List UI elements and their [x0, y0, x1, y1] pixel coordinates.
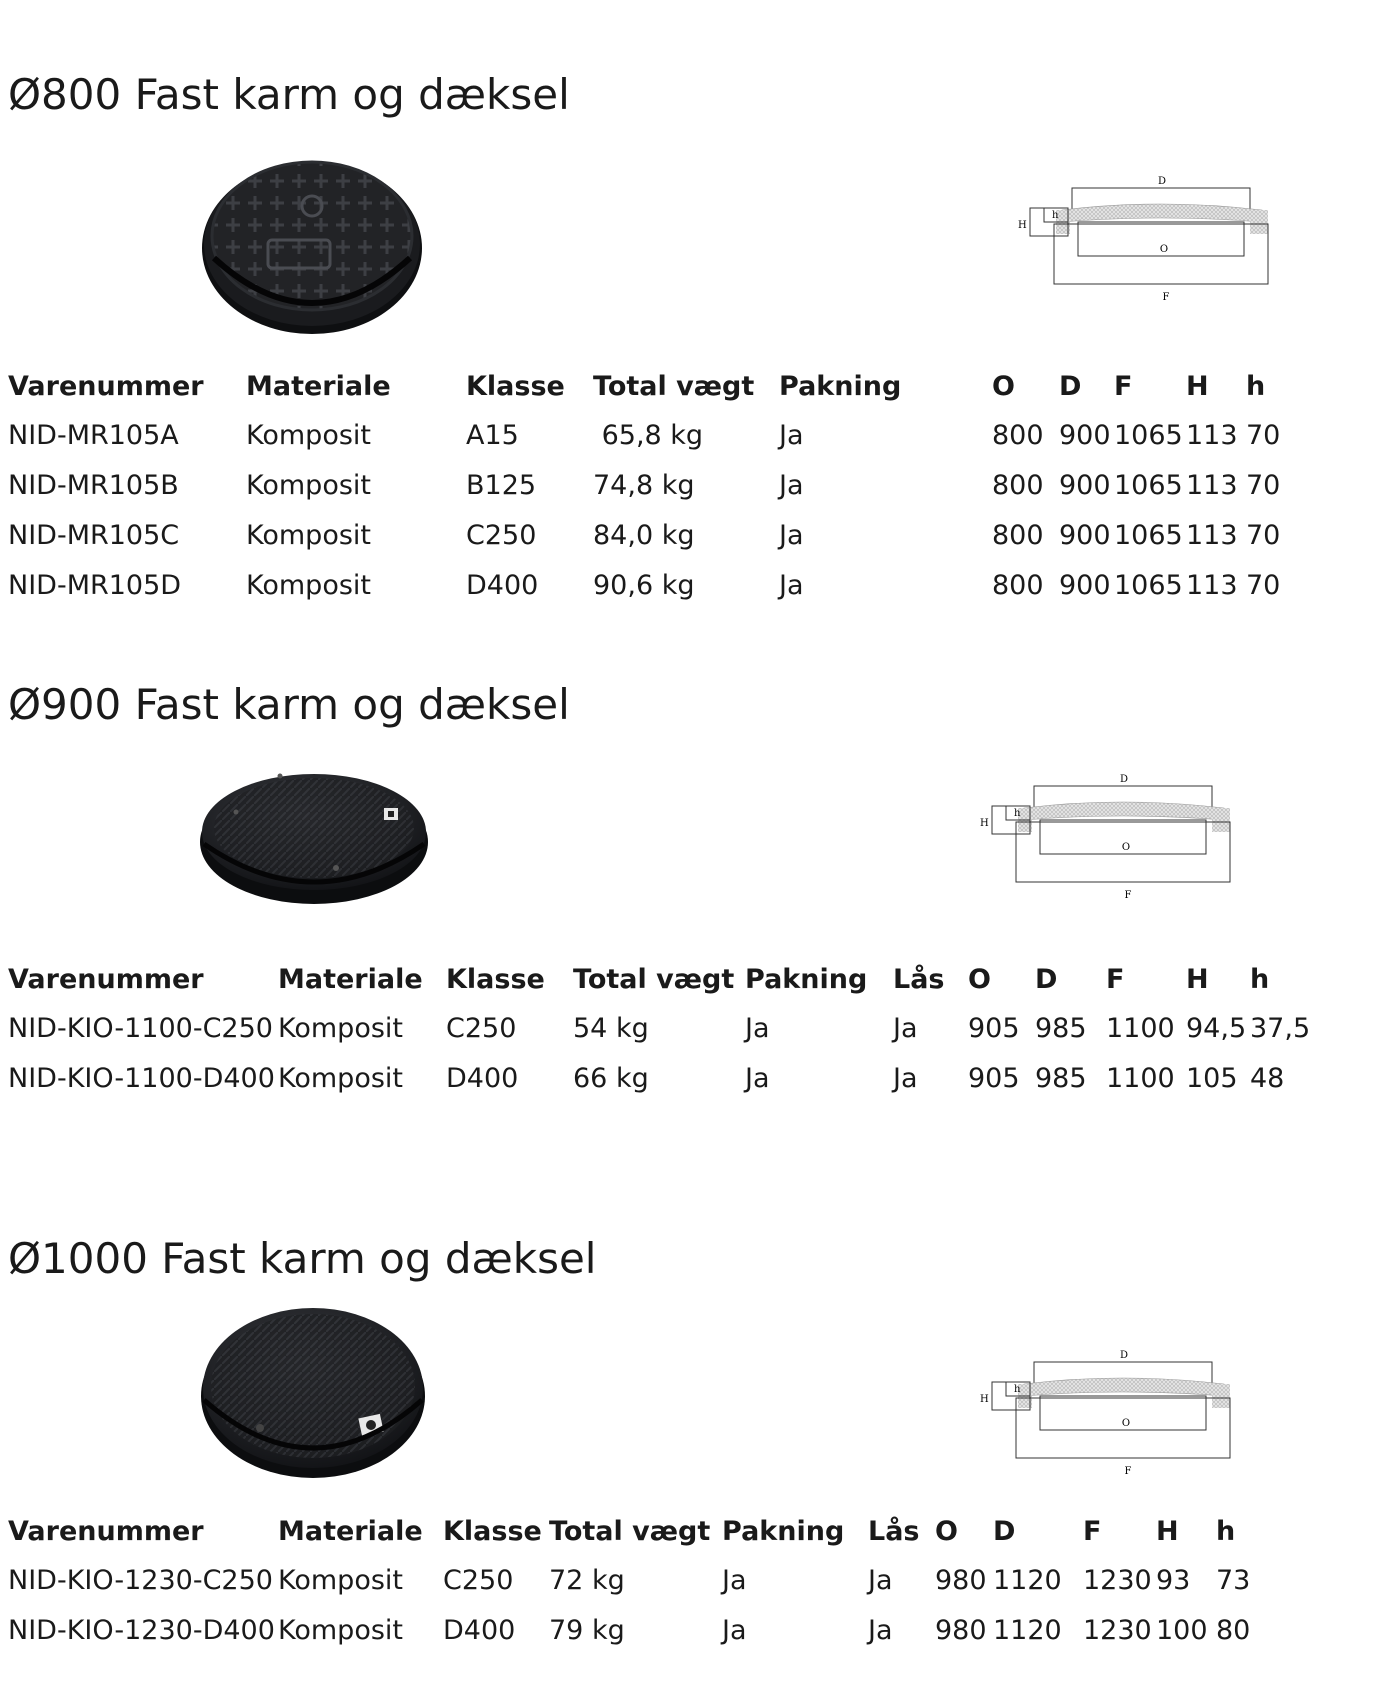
column-header: Varenummer: [8, 963, 204, 995]
diagram-label-h-big: H: [980, 1394, 989, 1405]
column-header: H: [1156, 1515, 1179, 1547]
table-cell: 113: [1186, 469, 1238, 501]
column-header: Total vægt: [573, 963, 735, 995]
table-cell: NID-KIO-1230-D400: [8, 1614, 275, 1646]
section-title-1000: Ø1000 Fast karm og dæksel: [8, 1234, 597, 1283]
diagram-label-h-small: h: [1014, 1384, 1021, 1395]
table-cell: 74,8 kg: [593, 469, 695, 501]
manhole-cover-1000-image: [198, 1300, 428, 1482]
table-cell: 1230: [1083, 1614, 1152, 1646]
table-cell: 1065: [1114, 569, 1183, 601]
table-cell: 48: [1250, 1062, 1285, 1094]
table-cell: 900: [1059, 519, 1111, 551]
table-cell: Ja: [779, 419, 804, 451]
table-cell: Ja: [779, 519, 804, 551]
column-header: Varenummer: [8, 370, 204, 402]
table-cell: Komposit: [278, 1012, 403, 1044]
table-cell: C250: [443, 1564, 514, 1596]
column-header: Total vægt: [593, 370, 755, 402]
diagram-label-o: O: [1159, 244, 1169, 255]
table-cell: 66 kg: [573, 1062, 649, 1094]
column-header: Materiale: [246, 370, 391, 402]
table-cell: 100: [1156, 1614, 1208, 1646]
column-header: D: [1035, 963, 1058, 995]
column-header: O: [935, 1515, 958, 1547]
column-header: O: [968, 963, 991, 995]
table-cell: NID-MR105C: [8, 519, 180, 551]
diagram-label-f: F: [1124, 890, 1132, 901]
table-cell: 90,6 kg: [593, 569, 695, 601]
table-cell: NID-MR105B: [8, 469, 179, 501]
manhole-cover-900-image: [198, 756, 430, 908]
table-cell: 800: [992, 419, 1044, 451]
table-cell: Komposit: [278, 1614, 403, 1646]
column-header: h: [1250, 963, 1270, 995]
table-cell: 800: [992, 469, 1044, 501]
table-cell: Ja: [722, 1614, 747, 1646]
column-header: O: [992, 370, 1015, 402]
table-cell: Ja: [779, 469, 804, 501]
table-cell: 1065: [1114, 469, 1183, 501]
dimension-diagram-900: [972, 768, 1242, 908]
section-title-800: Ø800 Fast karm og dæksel: [8, 70, 570, 119]
column-header: Pakning: [722, 1515, 845, 1547]
table-cell: 73: [1216, 1564, 1251, 1596]
column-header: Lås: [868, 1515, 920, 1547]
table-cell: Ja: [868, 1614, 893, 1646]
table-cell: 113: [1186, 569, 1238, 601]
diagram-label-o: O: [1121, 842, 1131, 853]
table-cell: D400: [443, 1614, 516, 1646]
table-cell: 1065: [1114, 519, 1183, 551]
column-header: h: [1246, 370, 1266, 402]
column-header: Pakning: [745, 963, 868, 995]
table-cell: C250: [446, 1012, 517, 1044]
table-cell: Komposit: [246, 569, 371, 601]
table-cell: Komposit: [246, 469, 371, 501]
table-cell: 905: [968, 1062, 1020, 1094]
table-cell: 1100: [1106, 1062, 1175, 1094]
table-cell: Ja: [893, 1012, 918, 1044]
table-cell: D400: [446, 1062, 519, 1094]
diagram-label-f: F: [1162, 292, 1170, 303]
column-header: D: [1059, 370, 1082, 402]
table-cell: 800: [992, 569, 1044, 601]
column-header: Materiale: [278, 963, 423, 995]
section-title-900: Ø900 Fast karm og dæksel: [8, 680, 570, 729]
table-cell: 1065: [1114, 419, 1183, 451]
table-cell: 113: [1186, 419, 1238, 451]
column-header: Pakning: [779, 370, 902, 402]
table-cell: 80: [1216, 1614, 1251, 1646]
table-cell: Ja: [745, 1012, 770, 1044]
table-cell: 1230: [1083, 1564, 1152, 1596]
diagram-label-d: D: [1119, 774, 1129, 785]
table-row: [8, 1053, 1316, 1103]
column-header: Lås: [893, 963, 945, 995]
table-cell: 905: [968, 1012, 1020, 1044]
table-cell: NID-MR105A: [8, 419, 179, 451]
table-cell: 84,0 kg: [593, 519, 695, 551]
table-cell: 37,5: [1250, 1012, 1311, 1044]
table-cell: 70: [1246, 469, 1281, 501]
spec-table-800: [8, 362, 1296, 610]
table-cell: 900: [1059, 569, 1111, 601]
table-cell: 65,8 kg: [593, 419, 704, 451]
table-cell: 113: [1186, 519, 1238, 551]
column-header: Total vægt: [549, 1515, 711, 1547]
spec-table-1000: [8, 1507, 1266, 1655]
manhole-cover-800-image: [200, 148, 425, 336]
table-cell: 70: [1246, 519, 1281, 551]
column-header: h: [1216, 1515, 1236, 1547]
table-cell: 985: [1035, 1012, 1087, 1044]
table-header-row: [8, 1507, 1266, 1555]
dimension-diagram-800: [1010, 170, 1280, 310]
table-cell: 72 kg: [549, 1564, 625, 1596]
table-cell: Ja: [722, 1564, 747, 1596]
column-header: F: [1083, 1515, 1102, 1547]
table-cell: 79 kg: [549, 1614, 625, 1646]
diagram-label-d: D: [1119, 1350, 1129, 1361]
table-cell: 70: [1246, 419, 1281, 451]
diagram-label-h-big: H: [980, 818, 989, 829]
table-cell: Ja: [893, 1062, 918, 1094]
table-cell: 980: [935, 1614, 987, 1646]
table-cell: 105: [1186, 1062, 1238, 1094]
table-cell: 70: [1246, 569, 1281, 601]
table-cell: NID-MR105D: [8, 569, 182, 601]
column-header: F: [1106, 963, 1125, 995]
table-cell: Komposit: [246, 519, 371, 551]
table-row: [8, 410, 1296, 460]
diagram-label-h-big: H: [1018, 220, 1027, 231]
column-header: Klasse: [443, 1515, 542, 1547]
column-header: Klasse: [466, 370, 565, 402]
table-row: [8, 1003, 1316, 1053]
column-header: H: [1186, 963, 1209, 995]
table-cell: B125: [466, 469, 537, 501]
table-cell: 900: [1059, 469, 1111, 501]
table-row: [8, 510, 1296, 560]
diagram-label-h-small: h: [1052, 210, 1059, 221]
table-row: [8, 560, 1296, 610]
table-cell: Komposit: [278, 1564, 403, 1596]
table-header-row: [8, 362, 1296, 410]
table-row: [8, 1555, 1266, 1605]
table-cell: Komposit: [246, 419, 371, 451]
table-cell: Ja: [868, 1564, 893, 1596]
diagram-label-f: F: [1124, 1466, 1132, 1477]
table-cell: NID-KIO-1100-D400: [8, 1062, 275, 1094]
table-header-row: [8, 955, 1316, 1003]
column-header: Klasse: [446, 963, 545, 995]
table-cell: Ja: [779, 569, 804, 601]
table-cell: 54 kg: [573, 1012, 649, 1044]
dimension-diagram-1000: [972, 1344, 1242, 1484]
table-cell: A15: [466, 419, 519, 451]
table-cell: 985: [1035, 1062, 1087, 1094]
table-cell: 1120: [993, 1614, 1062, 1646]
table-cell: 94,5: [1186, 1012, 1247, 1044]
table-cell: 800: [992, 519, 1044, 551]
table-cell: Komposit: [278, 1062, 403, 1094]
table-cell: 980: [935, 1564, 987, 1596]
table-cell: NID-KIO-1100-C250: [8, 1012, 273, 1044]
table-cell: 93: [1156, 1564, 1191, 1596]
table-row: [8, 1605, 1266, 1655]
column-header: F: [1114, 370, 1133, 402]
table-row: [8, 460, 1296, 510]
diagram-label-o: O: [1121, 1418, 1131, 1429]
table-cell: 1100: [1106, 1012, 1175, 1044]
column-header: Varenummer: [8, 1515, 204, 1547]
table-cell: C250: [466, 519, 537, 551]
diagram-label-d: D: [1157, 176, 1167, 187]
table-cell: 900: [1059, 419, 1111, 451]
table-cell: 1120: [993, 1564, 1062, 1596]
table-cell: Ja: [745, 1062, 770, 1094]
column-header: D: [993, 1515, 1016, 1547]
column-header: H: [1186, 370, 1209, 402]
column-header: Materiale: [278, 1515, 423, 1547]
spec-table-900: [8, 955, 1316, 1103]
table-cell: NID-KIO-1230-C250: [8, 1564, 273, 1596]
table-cell: D400: [466, 569, 539, 601]
diagram-label-h-small: h: [1014, 808, 1021, 819]
